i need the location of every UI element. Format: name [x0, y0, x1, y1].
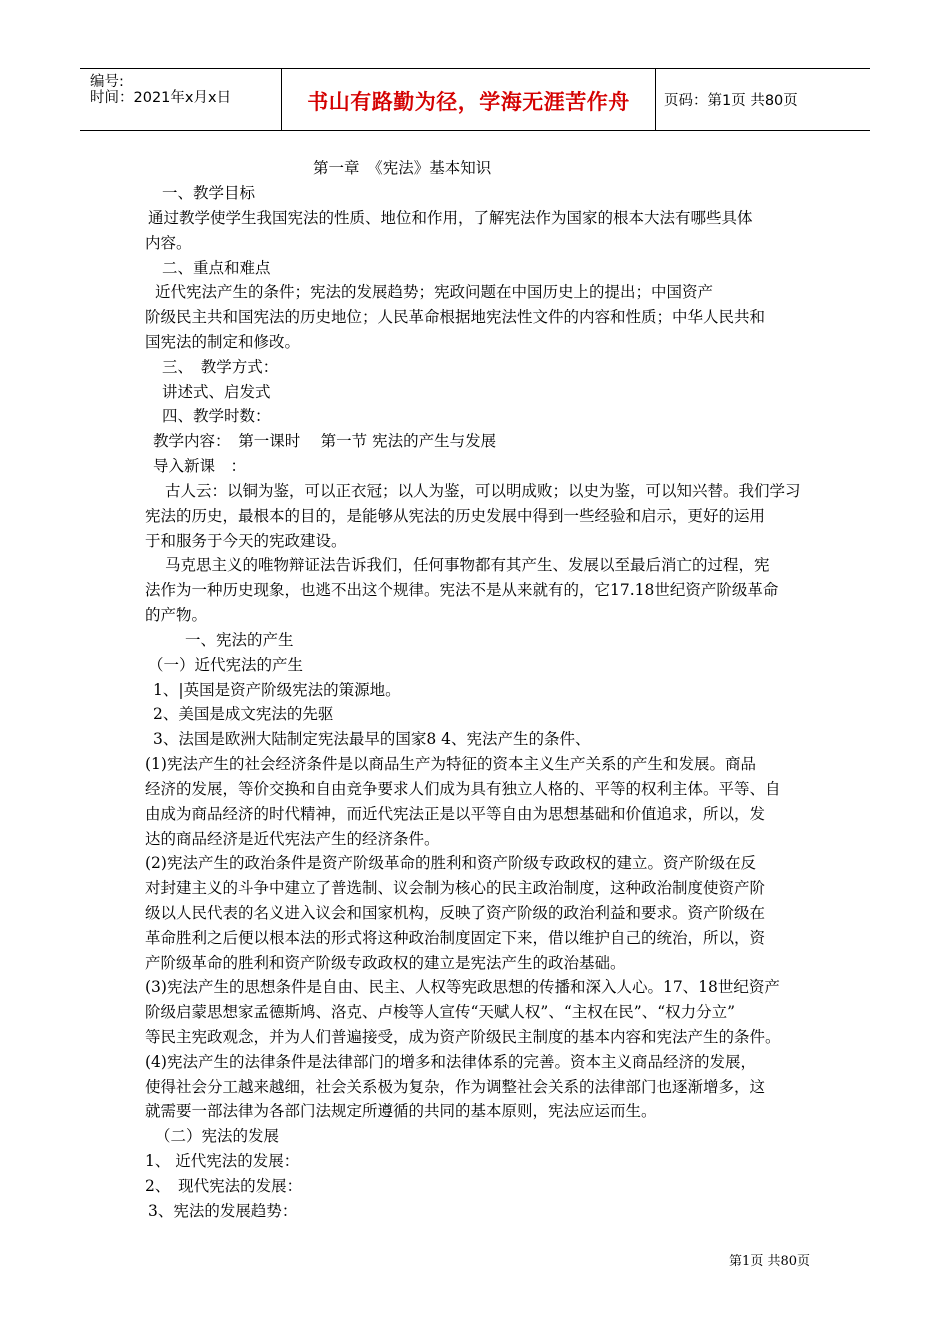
- header-page-label: 页码：第1页 共80页: [664, 93, 798, 109]
- list-item: 1、|英国是资产阶级宪法的策源地。: [153, 681, 401, 699]
- paragraph-line: 达的商品经济是近代宪法产生的经济条件。: [145, 830, 440, 848]
- list-item: 3、宪法的发展趋势：: [148, 1202, 298, 1220]
- paragraph-line: (3)宪法产生的思想条件是自由、民主、人权等宪政思想的传播和深入人心。17、18世纪资产: [145, 978, 780, 996]
- paragraph-line: 导入新课 ：: [153, 457, 247, 475]
- paragraph-line: (4)宪法产生的法律条件是法律部门的增多和法律体系的完善。资本主义商品经济的发展，: [145, 1053, 756, 1071]
- paragraph-line: 讲述式、启发式: [162, 383, 271, 401]
- paragraph-line: 于和服务于今天的宪政建设。: [145, 532, 347, 550]
- paragraph-line: 阶级民主共和国宪法的历史地位；人民革命根据地宪法性文件的内容和性质；中华人民共和: [145, 308, 766, 326]
- section-heading: 三、 教学方式：: [162, 358, 279, 376]
- section-heading: 四、教学时数：: [162, 407, 271, 425]
- paragraph-line: 内容。: [145, 234, 192, 252]
- header-left-cell: [80, 69, 281, 130]
- paragraph-line: 通过教学使学生我国宪法的性质、地位和作用，了解宪法作为国家的根本大法有哪些具体: [148, 209, 753, 227]
- paragraph-line: 对封建主义的斗争中建立了普选制、议会制为核心的民主政治制度，这种政治制度使资产阶: [145, 879, 766, 897]
- paragraph-line: 经济的发展，等价交换和自由竞争要求人们成为具有独立人格的、平等的权利主体。平等、自: [145, 780, 781, 798]
- subsection-heading: （一）近代宪法的产生: [148, 656, 304, 674]
- header-right-cell: [656, 69, 870, 130]
- paragraph-line: 级以人民代表的名义进入议会和国家机构，反映了资产阶级的政治利益和要求。资产阶级在: [145, 904, 766, 922]
- section-heading: 一、宪法的产生: [185, 631, 294, 649]
- paragraph-line: 马克思主义的唯物辩证法告诉我们，任何事物都有其产生、发展以至最后消亡的过程，宪: [165, 556, 770, 574]
- list-item: 2、美国是成文宪法的先驱: [153, 705, 334, 723]
- paragraph-line: 就需要一部法律为各部门法规定所遵循的共同的基本原则，宪法应运而生。: [145, 1102, 657, 1120]
- chapter-title: 第一章 《宪法》基本知识: [313, 159, 492, 177]
- header-motto: 书山有路勤为径，学海无涯苦作舟: [307, 90, 630, 114]
- paragraph-line: (2)宪法产生的政治条件是资产阶级革命的胜利和资产阶级专政政权的建立。资产阶级在反: [145, 854, 756, 872]
- paragraph-line: 等民主宪政观念，并为人们普遍接受，成为资产阶级民主制度的基本内容和宪法产生的条件。: [145, 1028, 781, 1046]
- paragraph-line: 阶级启蒙思想家孟德斯鸠、洛克、卢梭等人宣传“天赋人权”、“主权在民”、“权力分立”: [145, 1003, 736, 1021]
- section-heading: 二、重点和难点: [162, 259, 271, 277]
- paragraph-line: 使得社会分工越来越细，社会关系极为复杂，作为调整社会关系的法律部门也逐渐增多，这: [145, 1078, 766, 1096]
- paragraph-line: 古人云：以铜为鉴，可以正衣冠；以人为鉴，可以明成败；以史为鉴，可以知兴替。我们学习: [165, 482, 801, 500]
- document-time-label: 时间：2021年x月x日: [90, 90, 232, 106]
- list-item: 1、 近代宪法的发展：: [145, 1152, 300, 1170]
- paragraph-line: 由成为商品经济的时代精神，而近代宪法正是以平等自由为思想基础和价值追求，所以，发: [145, 805, 766, 823]
- paragraph-line: 教学内容： 第一课时 第一节 宪法的产生与发展: [153, 432, 497, 450]
- paragraph-line: 的产物。: [145, 606, 208, 624]
- list-item: 2、 现代宪法的发展：: [145, 1177, 303, 1195]
- paragraph-line: 近代宪法产生的条件；宪法的发展趋势；宪政问题在中国历史上的提出；中国资产: [155, 283, 714, 301]
- paragraph-line: 革命胜利之后便以根本法的形式将这种政治制度固定下来，借以维护自己的统治，所以，资: [145, 929, 766, 947]
- paragraph-line: 产阶级革命的胜利和资产阶级专政政权的建立是宪法产生的政治基础。: [145, 954, 626, 972]
- list-item: 3、法国是欧洲大陆制定宪法最早的国家8 4、宪法产生的条件、: [153, 730, 591, 748]
- header-center-cell: [281, 69, 656, 130]
- paragraph-line: 国宪法的制定和修改。: [145, 333, 301, 351]
- document-header: [80, 68, 870, 131]
- footer-page-number: 第1页 共80页: [729, 1254, 810, 1269]
- paragraph-line: 法作为一种历史现象，也逃不出这个规律。宪法不是从来就有的，它17.18世纪资产阶级革命: [145, 581, 779, 599]
- document-number-label: 编号:: [90, 74, 124, 90]
- paragraph-line: (1)宪法产生的社会经济条件是以商品生产为特征的资本主义生产关系的产生和发展。商品: [145, 755, 756, 773]
- subsection-heading: （二）宪法的发展: [155, 1127, 280, 1145]
- paragraph-line: 宪法的历史，最根本的目的，是能够从宪法的历史发展中得到一些经验和启示，更好的运用: [145, 507, 766, 525]
- section-heading: 一、教学目标: [162, 184, 256, 202]
